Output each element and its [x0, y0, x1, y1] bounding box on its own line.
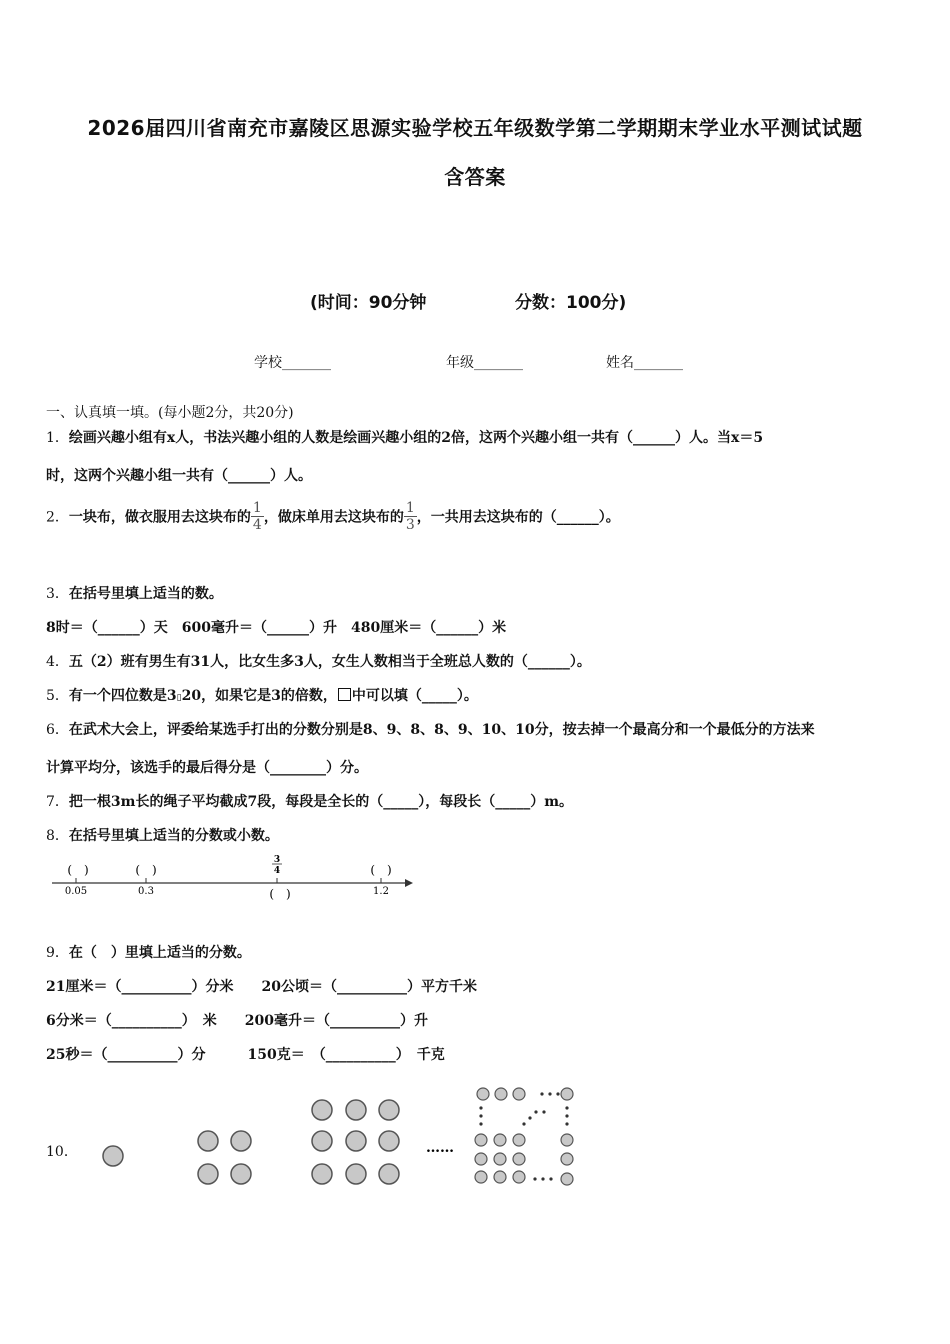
- dot: [561, 1134, 573, 1146]
- question-5: [46, 685, 478, 705]
- question-text: 绘画兴趣小组有x人，书法兴趣小组的人数是绘画兴趣小组的2倍，这两个兴趣小组一共有（______）人。当x＝5: [68, 430, 764, 446]
- question-text: 中可以填（_____）。: [351, 688, 478, 704]
- page-title: 2026届四川省南充市嘉陵区思源实验学校五年级数学第二学期期末学业水平测试试题: [87, 116, 863, 140]
- exam-score: 分数：100分): [515, 293, 627, 313]
- dot: [198, 1131, 218, 1151]
- dot: [231, 1131, 251, 1151]
- question-3: [46, 583, 223, 603]
- dot: [494, 1134, 506, 1146]
- dot: [513, 1088, 525, 1100]
- question-number: 6．: [46, 722, 69, 738]
- question-number: 10．: [46, 1144, 78, 1160]
- fraction-numerator: 1: [405, 500, 415, 516]
- dot: [312, 1164, 332, 1184]
- question-number: 2．: [46, 509, 69, 526]
- question-1-cont: 时，这两个兴趣小组一共有（______）人。: [46, 468, 312, 484]
- name-field[interactable]: 姓名_______: [606, 355, 683, 371]
- question-text: 在（ ）里填上适当的分数。: [68, 945, 251, 961]
- dot: [561, 1153, 573, 1165]
- school-field[interactable]: 学校_______: [254, 355, 331, 371]
- section-heading: 一、认真填一填。(每小题2分，共20分): [46, 405, 294, 421]
- question-6: [46, 719, 815, 739]
- question-number: 4．: [46, 654, 69, 670]
- question-1: [46, 427, 763, 447]
- dot: [513, 1153, 525, 1165]
- tick-label: 1.2: [373, 886, 389, 897]
- question-text: 把一根3m长的绳子平均截成7段，每段是全长的（_____），每段长（_____）m。: [68, 794, 574, 810]
- dot: [312, 1131, 332, 1151]
- question-7: [46, 791, 573, 811]
- question-text: 在武术大会上，评委给某选手打出的分数分别是8、9、8、8、9、10、10分，按去掉一个最高分和一个最低分的方法来: [68, 722, 815, 738]
- fraction-numerator: 3: [273, 855, 281, 865]
- question-text: 20，如果它是3的倍数，: [181, 688, 337, 704]
- question-9-row: 6分米＝（__________） 米 200毫升＝（__________）升: [46, 1013, 428, 1029]
- question-3-row: 8时＝（______）天 600毫升＝（______）升 480厘米＝（______）米: [46, 620, 507, 636]
- question-number: 3．: [46, 586, 69, 602]
- question-text: 有一个四位数是3: [68, 688, 177, 704]
- tick-label: 0.05: [64, 886, 88, 897]
- answer-blank[interactable]: ( ): [135, 863, 157, 877]
- missing-digit-glyph: ▯: [176, 693, 182, 703]
- question-number: 8．: [46, 828, 69, 844]
- question-6-cont: 计算平均分，该选手的最后得分是（________）分。: [46, 760, 368, 776]
- question-text: ，做床单用去这块布的: [263, 509, 404, 526]
- number-line-figure: [40, 850, 430, 910]
- dot: [513, 1171, 525, 1183]
- fraction-denominator: 4: [273, 866, 281, 876]
- dot: [475, 1134, 487, 1146]
- question-text: ，一共用去这块布的（______）。: [416, 509, 620, 526]
- question-text: 五（2）班有男生有31人，比女生多3人，女生人数相当于全班总人数的（______）。: [68, 654, 591, 670]
- dot: [475, 1171, 487, 1183]
- exam-time: (时间：90分钟: [310, 293, 427, 313]
- dot: [494, 1171, 506, 1183]
- dot: [561, 1088, 573, 1100]
- question-number: 9．: [46, 945, 69, 961]
- question-2: [46, 500, 620, 533]
- question-number: 1．: [46, 430, 69, 446]
- dot: [494, 1153, 506, 1165]
- tick-label: 0.3: [138, 886, 154, 897]
- fraction-denominator: 3: [405, 517, 415, 533]
- grade-field[interactable]: 年级_______: [446, 355, 523, 371]
- dot: [346, 1100, 366, 1120]
- question-text: 在括号里填上适当的数。: [68, 586, 223, 602]
- fraction-one-quarter: [251, 500, 264, 533]
- dot: [346, 1164, 366, 1184]
- number-line-arrow: [405, 879, 413, 887]
- page-title-line2: 含答案: [444, 165, 506, 189]
- fraction-one-third: [404, 500, 417, 533]
- digit-box: [338, 688, 351, 701]
- dot: [346, 1131, 366, 1151]
- question-9: [46, 942, 251, 962]
- fraction-numerator: 1: [252, 500, 262, 516]
- fraction-denominator: 4: [252, 517, 262, 533]
- dot: [379, 1131, 399, 1151]
- question-9-row: 21厘米＝（__________）分米 20公顷＝（__________）平方千米: [46, 979, 477, 995]
- dot: [379, 1164, 399, 1184]
- question-number: 7．: [46, 794, 69, 810]
- question-8: [46, 825, 279, 845]
- dot: [379, 1100, 399, 1120]
- answer-blank[interactable]: ( ): [67, 863, 89, 877]
- answer-blank[interactable]: ( ): [269, 887, 291, 901]
- answer-blank[interactable]: ( ): [370, 863, 392, 877]
- question-10: [46, 1141, 78, 1161]
- dot: [231, 1164, 251, 1184]
- dot: [198, 1164, 218, 1184]
- dot-pattern-figure: [90, 1082, 590, 1192]
- question-4: [46, 651, 591, 671]
- question-9-row: 25秒＝（__________）分 150克＝ （__________） 千克: [46, 1047, 445, 1063]
- question-number: 5．: [46, 688, 69, 704]
- dot: [477, 1088, 489, 1100]
- dot: [495, 1088, 507, 1100]
- question-text: 在括号里填上适当的分数或小数。: [68, 828, 279, 844]
- dot: [561, 1173, 573, 1185]
- dot: [475, 1153, 487, 1165]
- dot: [103, 1146, 123, 1166]
- dot: [513, 1134, 525, 1146]
- question-text: 一块布，做衣服用去这块布的: [68, 509, 251, 526]
- ellipsis: ……: [426, 1140, 454, 1156]
- dot: [312, 1100, 332, 1120]
